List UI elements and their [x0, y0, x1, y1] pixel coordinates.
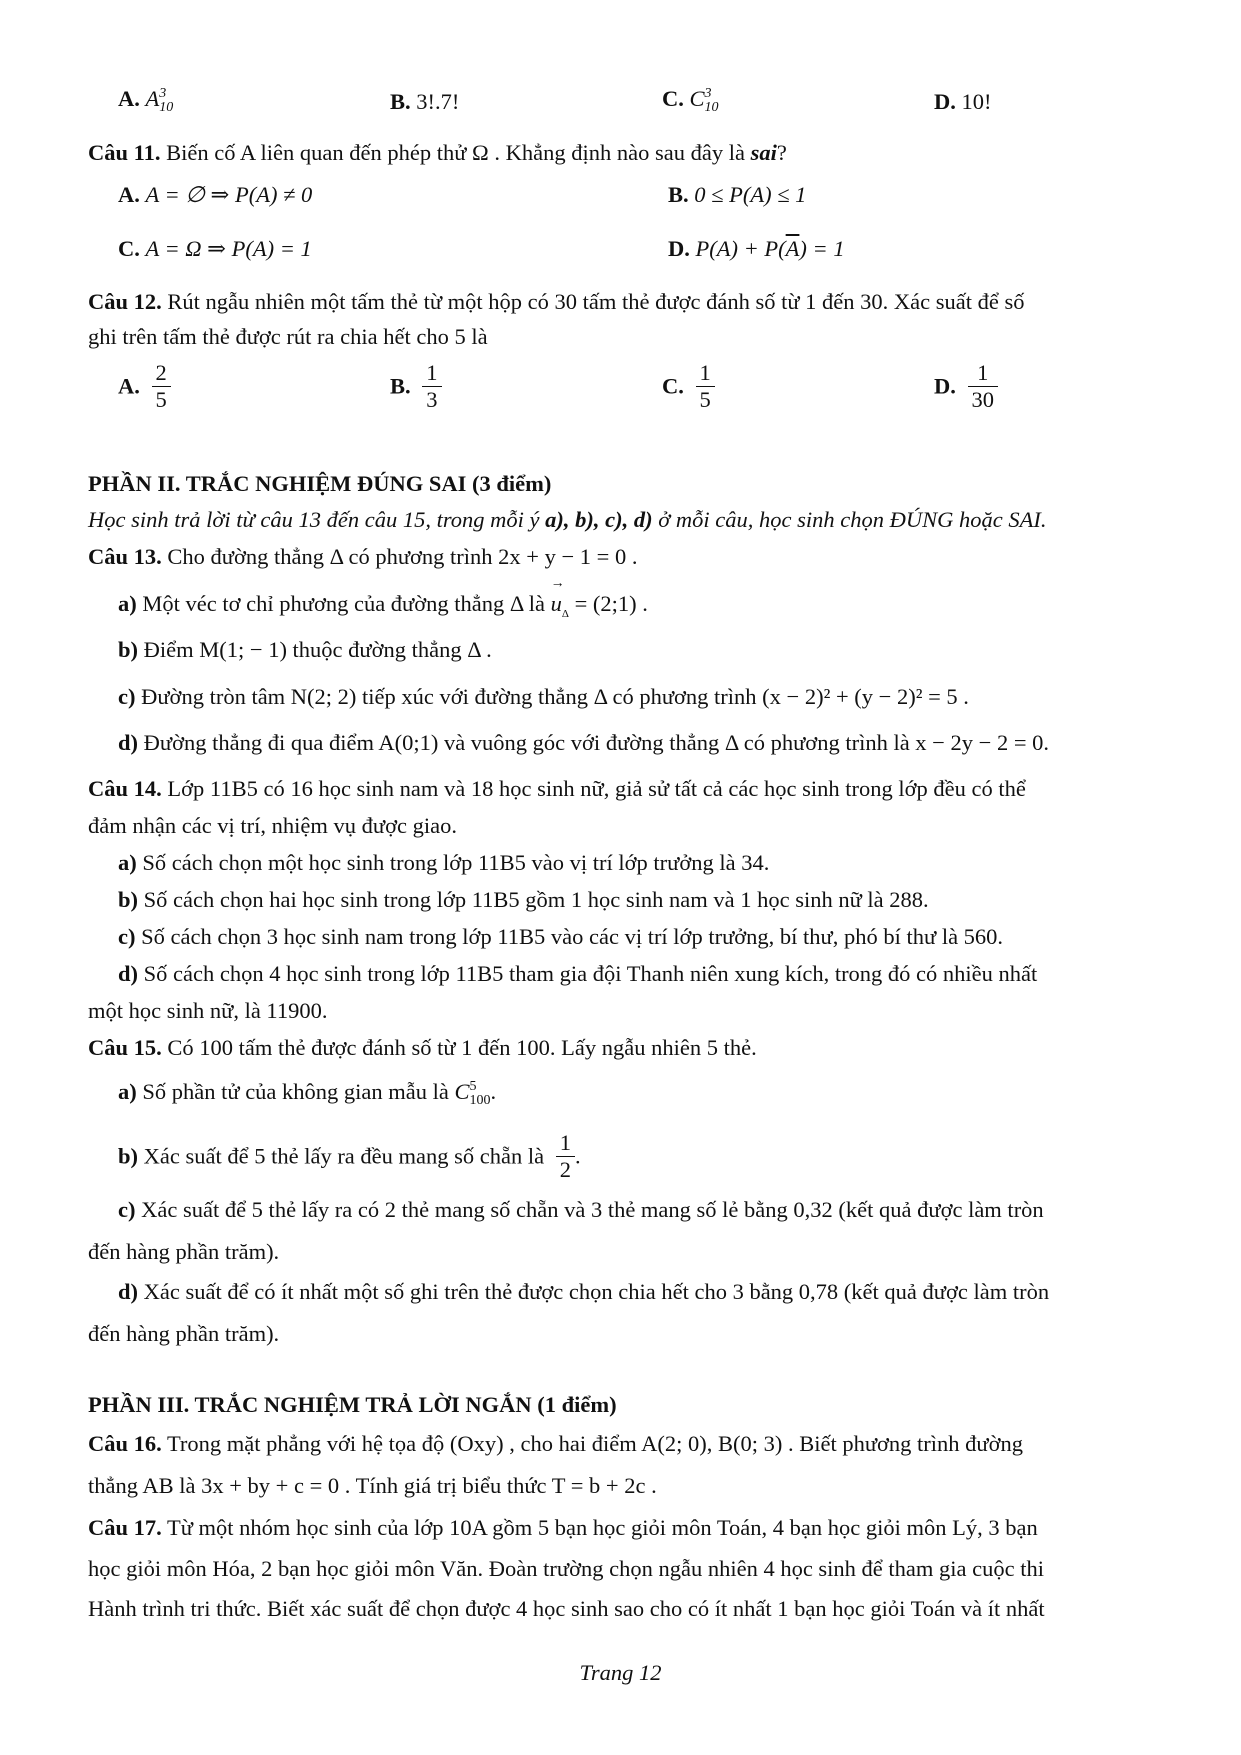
q14-item-a: [118, 849, 769, 877]
option-letter: B.: [390, 89, 411, 114]
q11-option-d: [668, 235, 845, 263]
q12-option-d: [934, 360, 998, 413]
q17-line1: [88, 1514, 1038, 1542]
option-letter: B.: [390, 373, 411, 399]
item-text: Đường thẳng đi qua điểm A(0;1) và vuông góc với đường thẳng Δ có phương trình là x − 2y − 2 = 0.: [143, 730, 1050, 755]
question-text: Từ một nhóm học sinh của lớp 10A gồm 5 bạn học giỏi môn Toán, 4 bạn học giỏi môn Lý, 3 bạn: [166, 1515, 1038, 1540]
q12-option-b: [390, 360, 442, 413]
option-letter: C.: [118, 236, 140, 261]
q10-option-d: [934, 89, 992, 115]
option-letter: A.: [118, 182, 140, 207]
option-math: A = Ω ⇒ P(A) = 1: [145, 236, 312, 261]
question-text: Lớp 11B5 có 16 học sinh nam và 18 học sinh nữ, giả sử tất cả các học sinh trong lớp đều có thể: [167, 776, 1026, 801]
numerator: 1: [556, 1130, 575, 1157]
item-label: a): [118, 1079, 137, 1104]
q13-item-a: [118, 590, 648, 618]
option-text: 3!.7!: [416, 89, 460, 114]
q14-item-c: [118, 923, 1003, 951]
math-symbol: A: [145, 86, 160, 111]
item-label: d): [118, 1279, 139, 1304]
q14-stem-line2: đảm nhận các vị trí, nhiệm vụ được giao.: [88, 813, 457, 838]
part2-title: PHẦN II. TRẮC NGHIỆM ĐÚNG SAI (3 điểm): [88, 471, 552, 496]
item-label: b): [118, 887, 139, 912]
item-label: b): [118, 637, 139, 662]
option-letter: D.: [934, 373, 956, 399]
q15-item-a: [118, 1078, 496, 1108]
item-label: d): [118, 961, 139, 986]
question-text-end: ?: [776, 140, 787, 165]
question-label: Câu 14.: [88, 776, 162, 801]
q15-item-c-cont: đến hàng phần trăm).: [88, 1239, 280, 1264]
question-label: Câu 17.: [88, 1515, 162, 1540]
option-letter: C.: [662, 373, 684, 399]
option-math: A = ∅ ⇒ P(A) ≠ 0: [145, 182, 313, 207]
q15-stem: [88, 1034, 757, 1062]
option-math: 0 ≤ P(A) ≤ 1: [694, 182, 807, 207]
denominator: 2: [559, 1156, 571, 1182]
instruction-emphasis: a), b), c), d): [545, 507, 653, 532]
math-complement: $\overline{A}$: [785, 236, 800, 261]
option-letter: D.: [934, 89, 956, 114]
item-text-end: = (2;1) .: [568, 591, 648, 616]
q11-stem: [88, 139, 787, 167]
item-text: Số cách chọn 3 học sinh nam trong lớp 11B5 vào các vị trí lớp trưởng, bí thư, phó bí thư là 560.: [141, 924, 1004, 949]
combination-symbol: C: [454, 1079, 470, 1104]
denominator: 5: [699, 386, 711, 412]
denominator: 30: [971, 386, 994, 412]
item-text: Số cách chọn 4 học sinh trong lớp 11B5 tham gia đội Thanh niên xung kích, trong đó có nhiều nhất: [143, 961, 1038, 986]
subscript: 10: [159, 99, 174, 115]
item-text: Số cách chọn một học sinh trong lớp 11B5 vào vị trí lớp trưởng là 34.: [142, 850, 770, 875]
q14-item-d-cont: một học sinh nữ, là 11900.: [88, 998, 328, 1023]
item-label: c): [118, 924, 136, 949]
option-letter: D.: [668, 236, 690, 261]
subscript: 10: [704, 99, 719, 115]
item-text-end: .: [575, 1143, 581, 1169]
math-part: P(A) + P(: [695, 236, 786, 261]
item-text: Xác suất để có ít nhất một số ghi trên thẻ được chọn chia hết cho 3 bằng 0,78 (kết quả được làm tròn: [143, 1279, 1050, 1304]
question-label: Câu 13.: [88, 544, 162, 569]
q17-line2: học giỏi môn Hóa, 2 bạn học giỏi môn Văn. Đoàn trường chọn ngẫu nhiên 4 học sinh để tham gia cuộc thi: [88, 1556, 1044, 1581]
item-label: c): [118, 684, 136, 709]
q15-item-b: [118, 1130, 581, 1183]
q13-item-d: [118, 729, 1049, 757]
option-letter: B.: [668, 182, 689, 207]
item-label: d): [118, 730, 139, 755]
question-label: Câu 15.: [88, 1035, 162, 1060]
q16-line2: thẳng AB là 3x + by + c = 0 . Tính giá trị biểu thức T = b + 2c .: [88, 1473, 657, 1498]
q11-option-b: [668, 181, 806, 209]
question-label: Câu 12.: [88, 289, 162, 314]
fraction: [968, 360, 999, 413]
q15-item-d: [118, 1278, 1049, 1306]
item-label: a): [118, 591, 137, 616]
superscript: 3: [704, 85, 712, 101]
q11-option-a: [118, 181, 312, 209]
subscript: 100: [469, 1092, 491, 1108]
question-text: Biến cố A liên quan đến phép thử Ω . Khẳng định nào sau đây là: [166, 140, 751, 165]
item-label: c): [118, 1197, 136, 1222]
question-text: Cho đường thẳng Δ có phương trình 2x + y − 1 = 0 .: [167, 544, 638, 569]
q13-item-b: [118, 636, 492, 664]
q12-option-c: [662, 360, 715, 413]
q12-option-a: [118, 360, 171, 413]
item-text: Xác suất để 5 thẻ lấy ra có 2 thẻ mang số chẵn và 3 thẻ mang số lẻ bằng 0,32 (kết quả được làm tròn: [141, 1197, 1044, 1222]
option-letter: A.: [118, 86, 140, 111]
option-math: [145, 85, 174, 115]
superscript: 3: [159, 85, 167, 101]
item-label: a): [118, 850, 137, 875]
numerator: 2: [152, 360, 171, 387]
numerator: 1: [696, 360, 715, 387]
q13-stem: [88, 543, 637, 571]
fraction: [696, 360, 715, 413]
q10-option-a: [118, 86, 173, 115]
item-label: b): [118, 1143, 139, 1169]
part2-instruction: [88, 506, 1046, 534]
q15-item-d-cont: đến hàng phần trăm).: [88, 1321, 280, 1346]
vector-u: → u: [551, 590, 562, 618]
vector-subscript: Δ: [561, 608, 569, 620]
question-label: Câu 11.: [88, 140, 161, 165]
denominator: 3: [426, 386, 438, 412]
superscript: 5: [469, 1078, 477, 1094]
option-letter: A.: [118, 373, 140, 399]
page-number: Trang 12: [579, 1660, 662, 1685]
q14-stem-line1: [88, 775, 1026, 803]
math-part: ) = 1: [799, 236, 845, 261]
instruction-text: Học sinh trả lời từ câu 13 đến câu 15, trong mỗi ý: [88, 507, 546, 532]
item-text: Số phần tử của không gian mẫu là: [142, 1079, 455, 1104]
question-text: Trong mặt phẳng với hệ tọa độ (Oxy) , cho hai điểm A(2; 0), B(0; 3) . Biết phương trình đường: [166, 1431, 1024, 1456]
denominator: 5: [155, 386, 167, 412]
question-text: Rút ngẫu nhiên một tấm thẻ từ một hộp có 30 tấm thẻ được đánh số từ 1 đến 30. Xác suất để số: [167, 289, 1025, 314]
math-symbol: C: [689, 86, 705, 111]
option-math: [696, 236, 845, 261]
q10-option-b: [390, 89, 459, 115]
q12-stem-line1: [88, 288, 1024, 316]
q12-stem-line2: ghi trên tấm thẻ được rút ra chia hết cho 5 là: [88, 324, 488, 349]
q15-item-c: [118, 1196, 1044, 1224]
q10-option-c: [662, 86, 719, 115]
option-letter: C.: [662, 86, 684, 111]
question-text: Có 100 tấm thẻ được đánh số từ 1 đến 100. Lấy ngẫu nhiên 5 thẻ.: [167, 1035, 757, 1060]
q13-item-c: [118, 683, 969, 711]
item-text: Điểm M(1; − 1) thuộc đường thẳng Δ .: [143, 637, 492, 662]
item-text: Số cách chọn hai học sinh trong lớp 11B5 gồm 1 học sinh nam và 1 học sinh nữ là 288.: [143, 887, 929, 912]
fraction: [422, 360, 441, 413]
q16-line1: [88, 1430, 1023, 1458]
q14-item-d: [118, 960, 1037, 988]
numerator: 1: [968, 360, 999, 387]
q11-option-c: [118, 235, 312, 263]
question-label: Câu 16.: [88, 1431, 162, 1456]
instruction-text: ở mỗi câu, học sinh chọn ĐÚNG hoặc SAI.: [652, 507, 1047, 532]
question-emphasis: sai: [750, 140, 777, 165]
q14-item-b: [118, 886, 929, 914]
fraction: [152, 360, 171, 413]
q17-line3: Hành trình tri thức. Biết xác suất để chọn được 4 học sinh sao cho có ít nhất 1 bạn học giỏi Toán và ít nhất: [88, 1596, 1045, 1621]
option-text: 10!: [961, 89, 992, 114]
item-text: Một véc tơ chỉ phương của đường thẳng Δ là: [142, 591, 551, 616]
item-text: Xác suất để 5 thẻ lấy ra đều mang số chẵn là: [143, 1143, 550, 1169]
fraction: [556, 1130, 575, 1183]
item-text: Đường tròn tâm N(2; 2) tiếp xúc với đường thẳng Δ có phương trình (x − 2)² + (y − 2)² = 5 .: [141, 684, 969, 709]
item-text-end: .: [490, 1079, 497, 1104]
numerator: 1: [422, 360, 441, 387]
part3-title: PHẦN III. TRẮC NGHIỆM TRẢ LỜI NGẮN (1 điểm): [88, 1392, 617, 1417]
option-math: [689, 85, 719, 115]
